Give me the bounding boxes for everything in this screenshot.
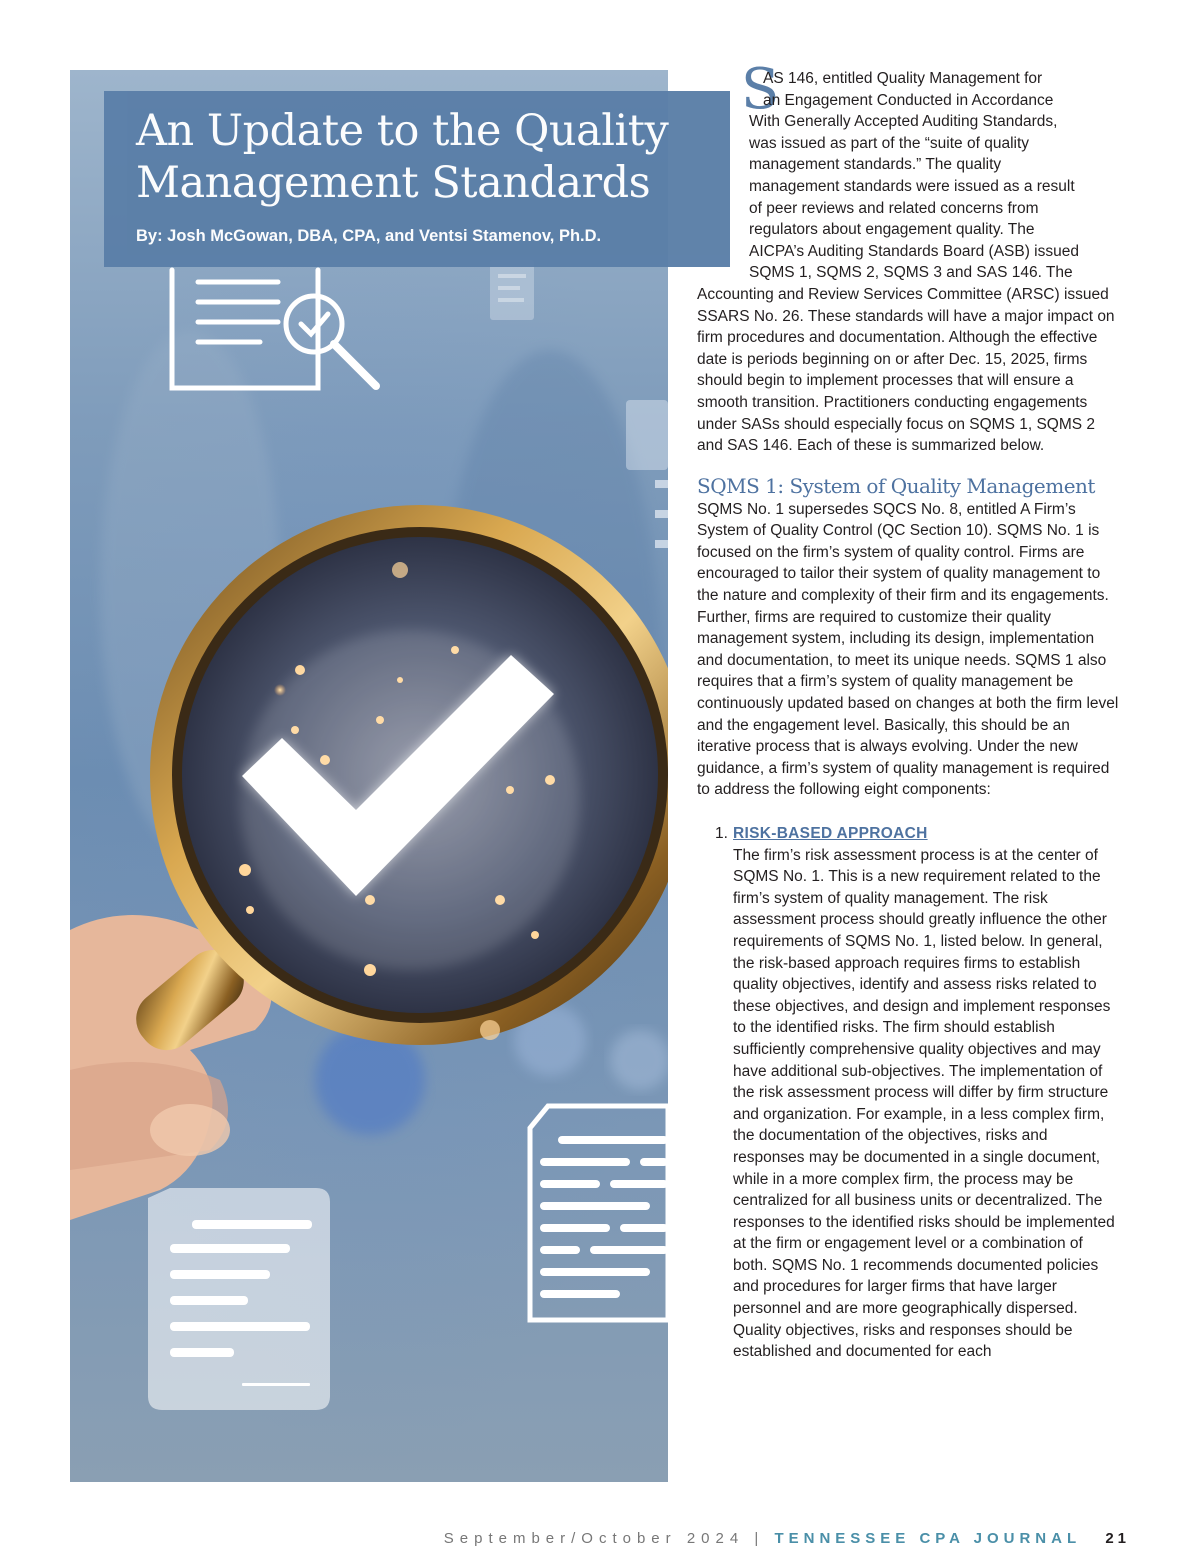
article-byline: By: Josh McGowan, DBA, CPA, and Ventsi Stamenov, Ph.D.: [136, 227, 602, 245]
components-list: [697, 823, 1121, 1363]
list-item-title-link[interactable]: RISK-BASED APPROACH: [733, 825, 928, 842]
footer-journal: TENNESSEE CPA JOURNAL: [774, 1530, 1082, 1547]
list-item-number: 1.: [715, 825, 728, 842]
drop-cap: S: [741, 57, 780, 122]
page-number: 21: [1105, 1530, 1130, 1547]
intro-line: With Generally Accepted Auditing Standards,: [749, 113, 1058, 131]
section-heading: SQMS 1: System of Quality Management: [697, 473, 1095, 498]
intro-line: AICPA’s Auditing Standards Board (ASB) issued: [749, 242, 1079, 260]
intro-rest: Accounting and Review Services Committee (ARSC) issued SSARS No. 26. These standards will have a major impact on firm procedures and documentation. Although the effective date is periods beginning on or after Dec. 15, 2025, firms should begin to implement processes that will ensure a smooth transition. Practitioners conducting engagements under SASs should especially focus on SQMS 1, SQMS 2 and SAS 146. Each of these is summarized below.: [697, 285, 1115, 455]
illustration-svg: [70, 70, 668, 1482]
hero-illustration: [70, 70, 668, 1482]
list-item-header: [715, 823, 1121, 845]
intro-paragraph: [697, 57, 1121, 457]
list-item-text: The firm’s risk assessment process is at the center of SQMS No. 1. This is a new requirement related to the firm’s system of quality management. The risk assessment process should greatly influence the other requirements of SQMS No. 1, listed below. In general, the risk-based approach requires firms to establish quality objectives, identify and assess risks related to these objectives, and design and implement responses to the identified risks. The firm should establish sufficiently comprehensive quality objectives and may have additional sub-objectives. The implementation of the risk assessment process will differ by firm structure and organization. For example, in a less complex firm, the documentation of the objectives, risks and responses may be documented in a single document, while in a more complex firm, the process may be centralized for all business units or decentralized. The responses to the identified risks should be implemented at the firm or engagement level or a combination of both. SQMS No. 1 recommends documented policies and procedures for larger firms that have larger personnel and are more geographically dispersed. Quality objectives, risks and responses should be established and documented for each: [733, 846, 1115, 1361]
document-icon: [148, 1188, 330, 1410]
title-box: [104, 91, 730, 267]
page-footer: [444, 1530, 1130, 1547]
footer-issue: September/October 2024: [443, 1530, 745, 1547]
intro-line: an Engagement Conducted in Accordance: [763, 91, 1054, 109]
small-document-icon: [490, 260, 534, 320]
intro-line: AS 146, entitled Quality Management for: [763, 70, 1043, 87]
intro-line: SQMS 1, SQMS 2, SQMS 3 and SAS 146. The: [749, 264, 1073, 282]
intro-line: regulators about engagement quality. The: [749, 221, 1035, 239]
section-body: SQMS No. 1 supersedes SQCS No. 8, entitled A Firm’s System of Quality Control (QC Section 10). SQMS No. 1 is focused on the firm’s system of quality control. Firms are encouraged to tailor their system of quality management to the nature and complexity of their firm and its engagements. Further, firms are required to customize their quality management system, including its design, implementation and documentation, to meet its unique needs. SQMS 1 also requires that a firm’s system of quality management be continuously updated based on changes at both the firm level and the engagement level. Basically, this should be an iterative process that is always evolving. Under the new guidance, a firm’s system of quality management is required to address the following eight components:: [697, 500, 1119, 799]
intro-line: management standards were issued as a result: [749, 177, 1075, 195]
intro-line: management standards.” The quality: [749, 156, 1002, 174]
article-body: [697, 57, 1121, 1363]
intro-line: was issued as part of the “suite of quality: [749, 134, 1030, 152]
intro-line: of peer reviews and related concerns from: [749, 199, 1039, 217]
article-title: An Update to the Quality Management Standards: [136, 106, 669, 208]
footer-separator: |: [754, 1530, 765, 1547]
